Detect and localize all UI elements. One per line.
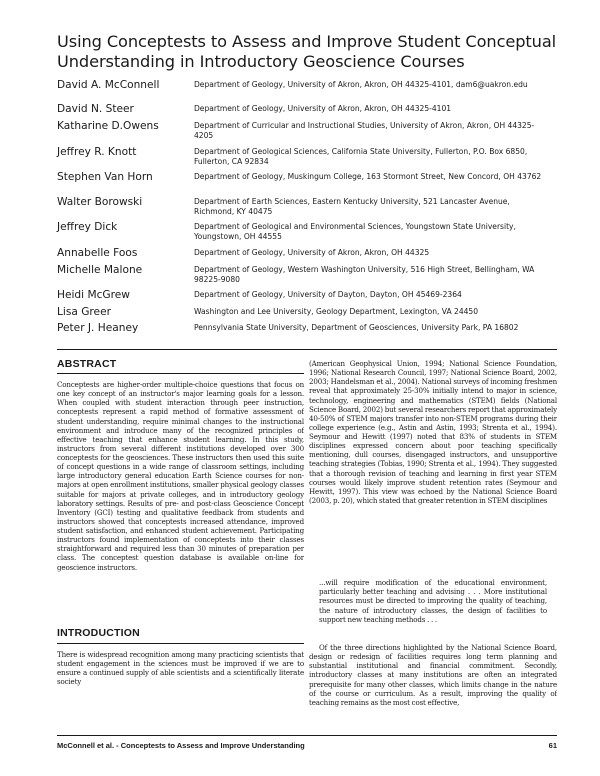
page-number: 61: [548, 741, 557, 750]
author-affiliation: Department of Geology, University of Dayton, Dayton, OH 45469-2364: [194, 290, 462, 299]
author-name: David A. McConnell: [57, 79, 160, 91]
author-name: Jeffrey Dick: [57, 221, 118, 233]
footer-divider: [57, 735, 557, 736]
author-affiliation: Department of Earth Sciences, Eastern Kentucky University, 521 Lancaster Avenue, Richmond, KY 40475: [194, 197, 510, 216]
author-name: Annabelle Foos: [57, 247, 138, 259]
introduction-text: There is widespread recognition among many practicing scientists that student engagement in the sciences must be improved if we are to ensure a continued supply of able scientists and a scientifically literate society: [57, 650, 304, 687]
author-affiliation: Department of Geological and Environmental Sciences, Youngstown State University, Youngstown, OH 44555: [194, 222, 516, 241]
author-affiliation: Department of Geology, University of Akron, Akron, OH 44325-4101: [194, 104, 452, 113]
author-affiliation: Department of Curricular and Instructional Studies, University of Akron, Akron, OH 44325-4205: [194, 121, 535, 140]
author-affiliation: Department of Geology, Muskingum College, 163 Stormont Street, New Concord, OH 43762: [194, 172, 542, 181]
abstract-text: Conceptests are higher-order multiple-choice questions that focus on one key concept of an instructor's major learning goals for a lesson. When coupled with student interaction through peer instruction, conceptests represent a rapid method of formative assessment of student understanding, require minimal changes to the instructional environment and introduce many of the recognized principles of effective teaching that enhance student learning. In this study, instructors from several different institutions developed over 300 conceptests for the geosciences. These instructors then used this suite of concept questions in a wide range of classroom settings, including large introductory general education Earth Science courses for non-majors at open enrollment institutions, smaller physical geology classes suitable for majors at private colleges, and in introductory geology laboratory settings. Results of pre- and post-class Geoscience Concept Inventory (GCI) testing and qualitative feedback from students and instructors showed that conceptests increased attendance, improved student satisfaction, and enhanced student achievement. Participating instructors found implementation of conceptests into their classes straightforward and required less than 30 minutes of preparation per class. The conceptest question database is available on-line for geoscience instructors.: [57, 380, 304, 572]
author-affiliation: Department of Geological Sciences, California State University, Fullerton, P.O. Box 6850, Fullerton, CA 92834: [194, 147, 528, 166]
running-footer: McConnell et al. - Conceptests to Assess and Improve Understanding: [57, 741, 305, 750]
author-name: David N. Steer: [57, 103, 134, 115]
author-name: Jeffrey R. Knott: [57, 146, 137, 158]
introduction-heading: INTRODUCTION: [57, 627, 140, 639]
body-paragraph: (American Geophysical Union, 1994; National Science Foundation, 1996; National Research Council, 1997; National Science Board, 2002, 2003; Handelsman et al., 2004). National surveys of incoming freshmen reveal that approximately 25-30% initially intend to major in science, technology, engineering and mathematics (STEM) fields (National Science Board, 2002) but several researchers report that approximately 40-50% of STEM majors transfer into non-STEM programs during their college experience (e.g., Astin and Astin, 1993; Strenta et al., 1994). Seymour and Hewitt (1997) noted that 83% of students in STEM disciplines expressed concern about poor teaching specifically mentioning, dull courses, disengaged instructors, and unsupportive teaching strategies (Tobias, 1990; Strenta et al., 1994). They suggested that a thorough revision of teaching and learning in first year STEM courses would likely improve student retention rates (Seymour and Hewitt, 1997). This view was echoed by the National Science Board (2003, p. 20), which stated that greater retention in STEM disciplines: [309, 359, 557, 505]
section-divider: [57, 349, 557, 350]
body-paragraph: Of the three directions highlighted by the National Science Board, design or redesign of facilities requires long term planning and substantial institutional and financial commitment. Secondly, introductory classes at many institutions are often an integrated prerequisite for many other classes, which limits change in the nature of the course or curriculum. As a result, improving the quality of teaching remains as the most cost effective,: [309, 643, 557, 707]
author-affiliation: Department of Geology, University of Akron, Akron, OH 44325: [194, 248, 430, 257]
heading-rule: [57, 373, 304, 374]
author-name: Peter J. Heaney: [57, 322, 139, 334]
author-name: Heidi McGrew: [57, 289, 130, 301]
author-affiliation: Department of Geology, University of Akron, Akron, OH 44325-4101, dam6@uakron.edu: [194, 80, 528, 89]
author-name: Michelle Malone: [57, 264, 143, 276]
author-affiliation: Department of Geology, Western Washington University, 516 High Street, Bellingham, WA 98225-9080: [194, 265, 535, 284]
abstract-heading: ABSTRACT: [57, 358, 117, 370]
author-name: Walter Borowski: [57, 196, 143, 208]
page-title: Using Conceptests to Assess and Improve Student Conceptual Understanding in Introductory Geoscience Courses: [57, 32, 557, 71]
block-quote: ...will require modification of the educational environment, particularly better teaching and advising . . . More institutional resources must be directed to improving the quality of teaching, the nature of introductory classes, the design of facilities to support new teaching methods . . .: [319, 578, 547, 624]
heading-rule: [57, 643, 304, 644]
author-affiliation: Washington and Lee University, Geology Department, Lexington, VA 24450: [194, 307, 479, 316]
author-name: Lisa Greer: [57, 306, 111, 318]
author-affiliation: Pennsylvania State University, Department of Geosciences, University Park, PA 16802: [194, 323, 519, 332]
author-name: Stephen Van Horn: [57, 171, 153, 183]
author-name: Katharine D.Owens: [57, 120, 159, 132]
